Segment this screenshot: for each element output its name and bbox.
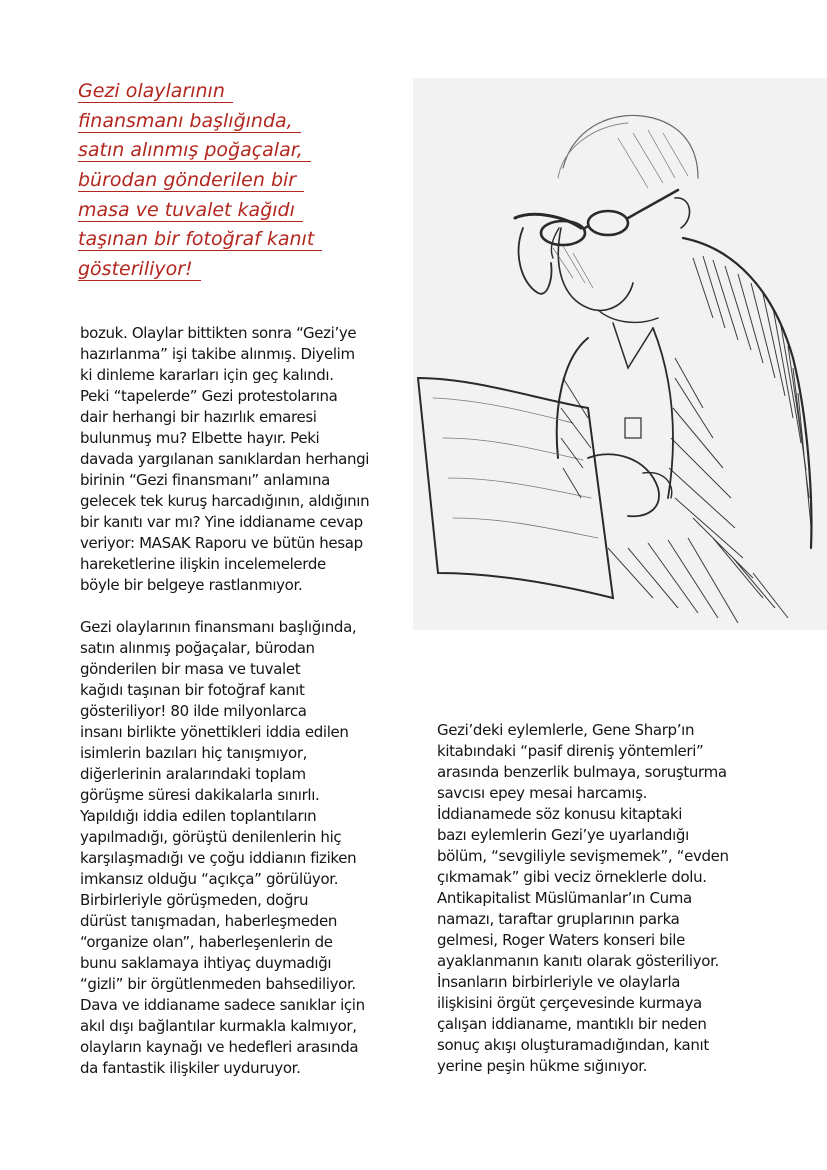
- text-line: sonuç akışı oluşturamadığından, kanıt: [437, 1036, 709, 1054]
- text-line: “organize olan”, haberleşenlerin de: [80, 933, 333, 951]
- text-line: bir kanıtı var mı? Yine iddianame cevap: [80, 513, 363, 531]
- text-line: gelmesi, Roger Waters konseri bile: [437, 931, 685, 949]
- text-line: ayaklanmanın kanıtı olarak gösteriliyor.: [437, 952, 719, 970]
- text-line: veriyor: MASAK Raporu ve bütün hesap: [80, 534, 363, 552]
- text-line: kağıdı taşınan bir fotoğraf kanıt: [80, 681, 305, 699]
- text-line: Gezi’deki eylemlerle, Gene Sharp’ın: [437, 721, 695, 739]
- text-line: Antikapitalist Müslümanlar’ın Cuma: [437, 889, 692, 907]
- text-line: da fantastik ilişkiler uyduruyor.: [80, 1059, 301, 1077]
- text-line: dair herhangi bir hazırlık emaresi: [80, 408, 317, 426]
- text-line: Yapıldığı iddia edilen toplantıların: [80, 807, 317, 825]
- text-line: görüşme süresi dakikalarla sınırlı.: [80, 786, 320, 804]
- text-line: bazı eylemlerin Gezi’ye uyarlandığı: [437, 826, 689, 844]
- left-column-paragraph-1: [80, 323, 369, 596]
- text-line: Birbirleriyle görüşmeden, doğru: [80, 891, 309, 909]
- pull-quote-line: satın alınmış poğaçalar,: [78, 137, 408, 167]
- text-line: davada yargılanan sanıklardan herhangi: [80, 450, 370, 468]
- text-line: bozuk. Olaylar bittikten sonra “Gezi’ye: [80, 324, 357, 342]
- pull-quote-line: Gezi olaylarının: [78, 78, 408, 108]
- right-column-paragraph: [437, 720, 729, 1077]
- text-line: gelecek tek kuruş harcadığının, aldığının: [80, 492, 370, 510]
- sketch-drawing: [413, 78, 827, 630]
- text-line: savcısı epey mesai harcamış.: [437, 784, 647, 802]
- text-line: bölüm, “sevgiliyle sevişmemek”, “evden: [437, 847, 729, 865]
- pull-quote-line: masa ve tuvalet kağıdı: [78, 197, 408, 227]
- text-line: dürüst tanışmadan, haberleşmeden: [80, 912, 338, 930]
- text-line: hareketlerine ilişkin incelemelerde: [80, 555, 326, 573]
- text-line: namazı, taraftar gruplarının parka: [437, 910, 680, 928]
- text-line: çalışan iddianame, mantıklı bir neden: [437, 1015, 707, 1033]
- text-line: bulunmuş mu? Elbette hayır. Peki: [80, 429, 320, 447]
- text-line: ki dinleme kararları için geç kalındı.: [80, 366, 334, 384]
- text-line: olayların kaynağı ve hedefleri arasında: [80, 1038, 359, 1056]
- text-line: Gezi olaylarının finansmanı başlığında,: [80, 618, 357, 636]
- text-line: bunu saklamaya ihtiyaç duymadığı: [80, 954, 332, 972]
- text-line: satın alınmış poğaçalar, bürodan: [80, 639, 315, 657]
- text-line: ilişkisini örgüt çerçevesinde kurmaya: [437, 994, 702, 1012]
- text-line: İnsanların birbirleriyle ve olaylarla: [437, 973, 681, 991]
- text-line: insanı birlikte yönettikleri iddia edilen: [80, 723, 349, 741]
- text-line: kitabındaki “pasif direniş yöntemleri”: [437, 742, 704, 760]
- text-line: çıkmamak” gibi veciz örneklerle dolu.: [437, 868, 707, 886]
- text-line: arasında benzerlik bulmaya, soruşturma: [437, 763, 727, 781]
- text-line: İddianamede söz konusu kitaptaki: [437, 805, 683, 823]
- text-line: yerine peşin hükme sığınıyor.: [437, 1057, 648, 1075]
- text-line: gönderilen bir masa ve tuvalet: [80, 660, 301, 678]
- text-line: imkansız olduğu “açıkça” görülüyor.: [80, 870, 339, 888]
- text-line: yapılmadığı, görüştü denilenlerin hiç: [80, 828, 342, 846]
- left-column-paragraph-2: [80, 617, 365, 1079]
- text-line: gösteriliyor! 80 ilde milyonlarca: [80, 702, 307, 720]
- pull-quote-line: finansmanı başlığında,: [78, 108, 408, 138]
- text-line: isimlerin bazıları hiç tanışmıyor,: [80, 744, 308, 762]
- text-line: hazırlanma” işi takibe alınmış. Diyelim: [80, 345, 355, 363]
- text-line: böyle bir belgeye rastlanmıyor.: [80, 576, 303, 594]
- text-line: birinin “Gezi finansmanı” anlamına: [80, 471, 330, 489]
- pull-quote-line: bürodan gönderilen bir: [78, 167, 408, 197]
- pull-quote-line: taşınan bir fotoğraf kanıt: [78, 226, 408, 256]
- text-line: Peki “tapelerde” Gezi protestolarına: [80, 387, 338, 405]
- courtroom-sketch-illustration: [413, 78, 827, 630]
- text-line: diğerlerinin aralarındaki toplam: [80, 765, 306, 783]
- text-line: karşılaşmadığı ve çoğu iddianın fiziken: [80, 849, 357, 867]
- text-line: “gizli” bir örgütlenmeden bahsediliyor.: [80, 975, 356, 993]
- pull-quote-line: gösteriliyor!: [78, 256, 408, 286]
- text-line: Dava ve iddianame sadece sanıklar için: [80, 996, 365, 1014]
- text-line: akıl dışı bağlantılar kurmakla kalmıyor,: [80, 1017, 357, 1035]
- pull-quote: [78, 78, 408, 286]
